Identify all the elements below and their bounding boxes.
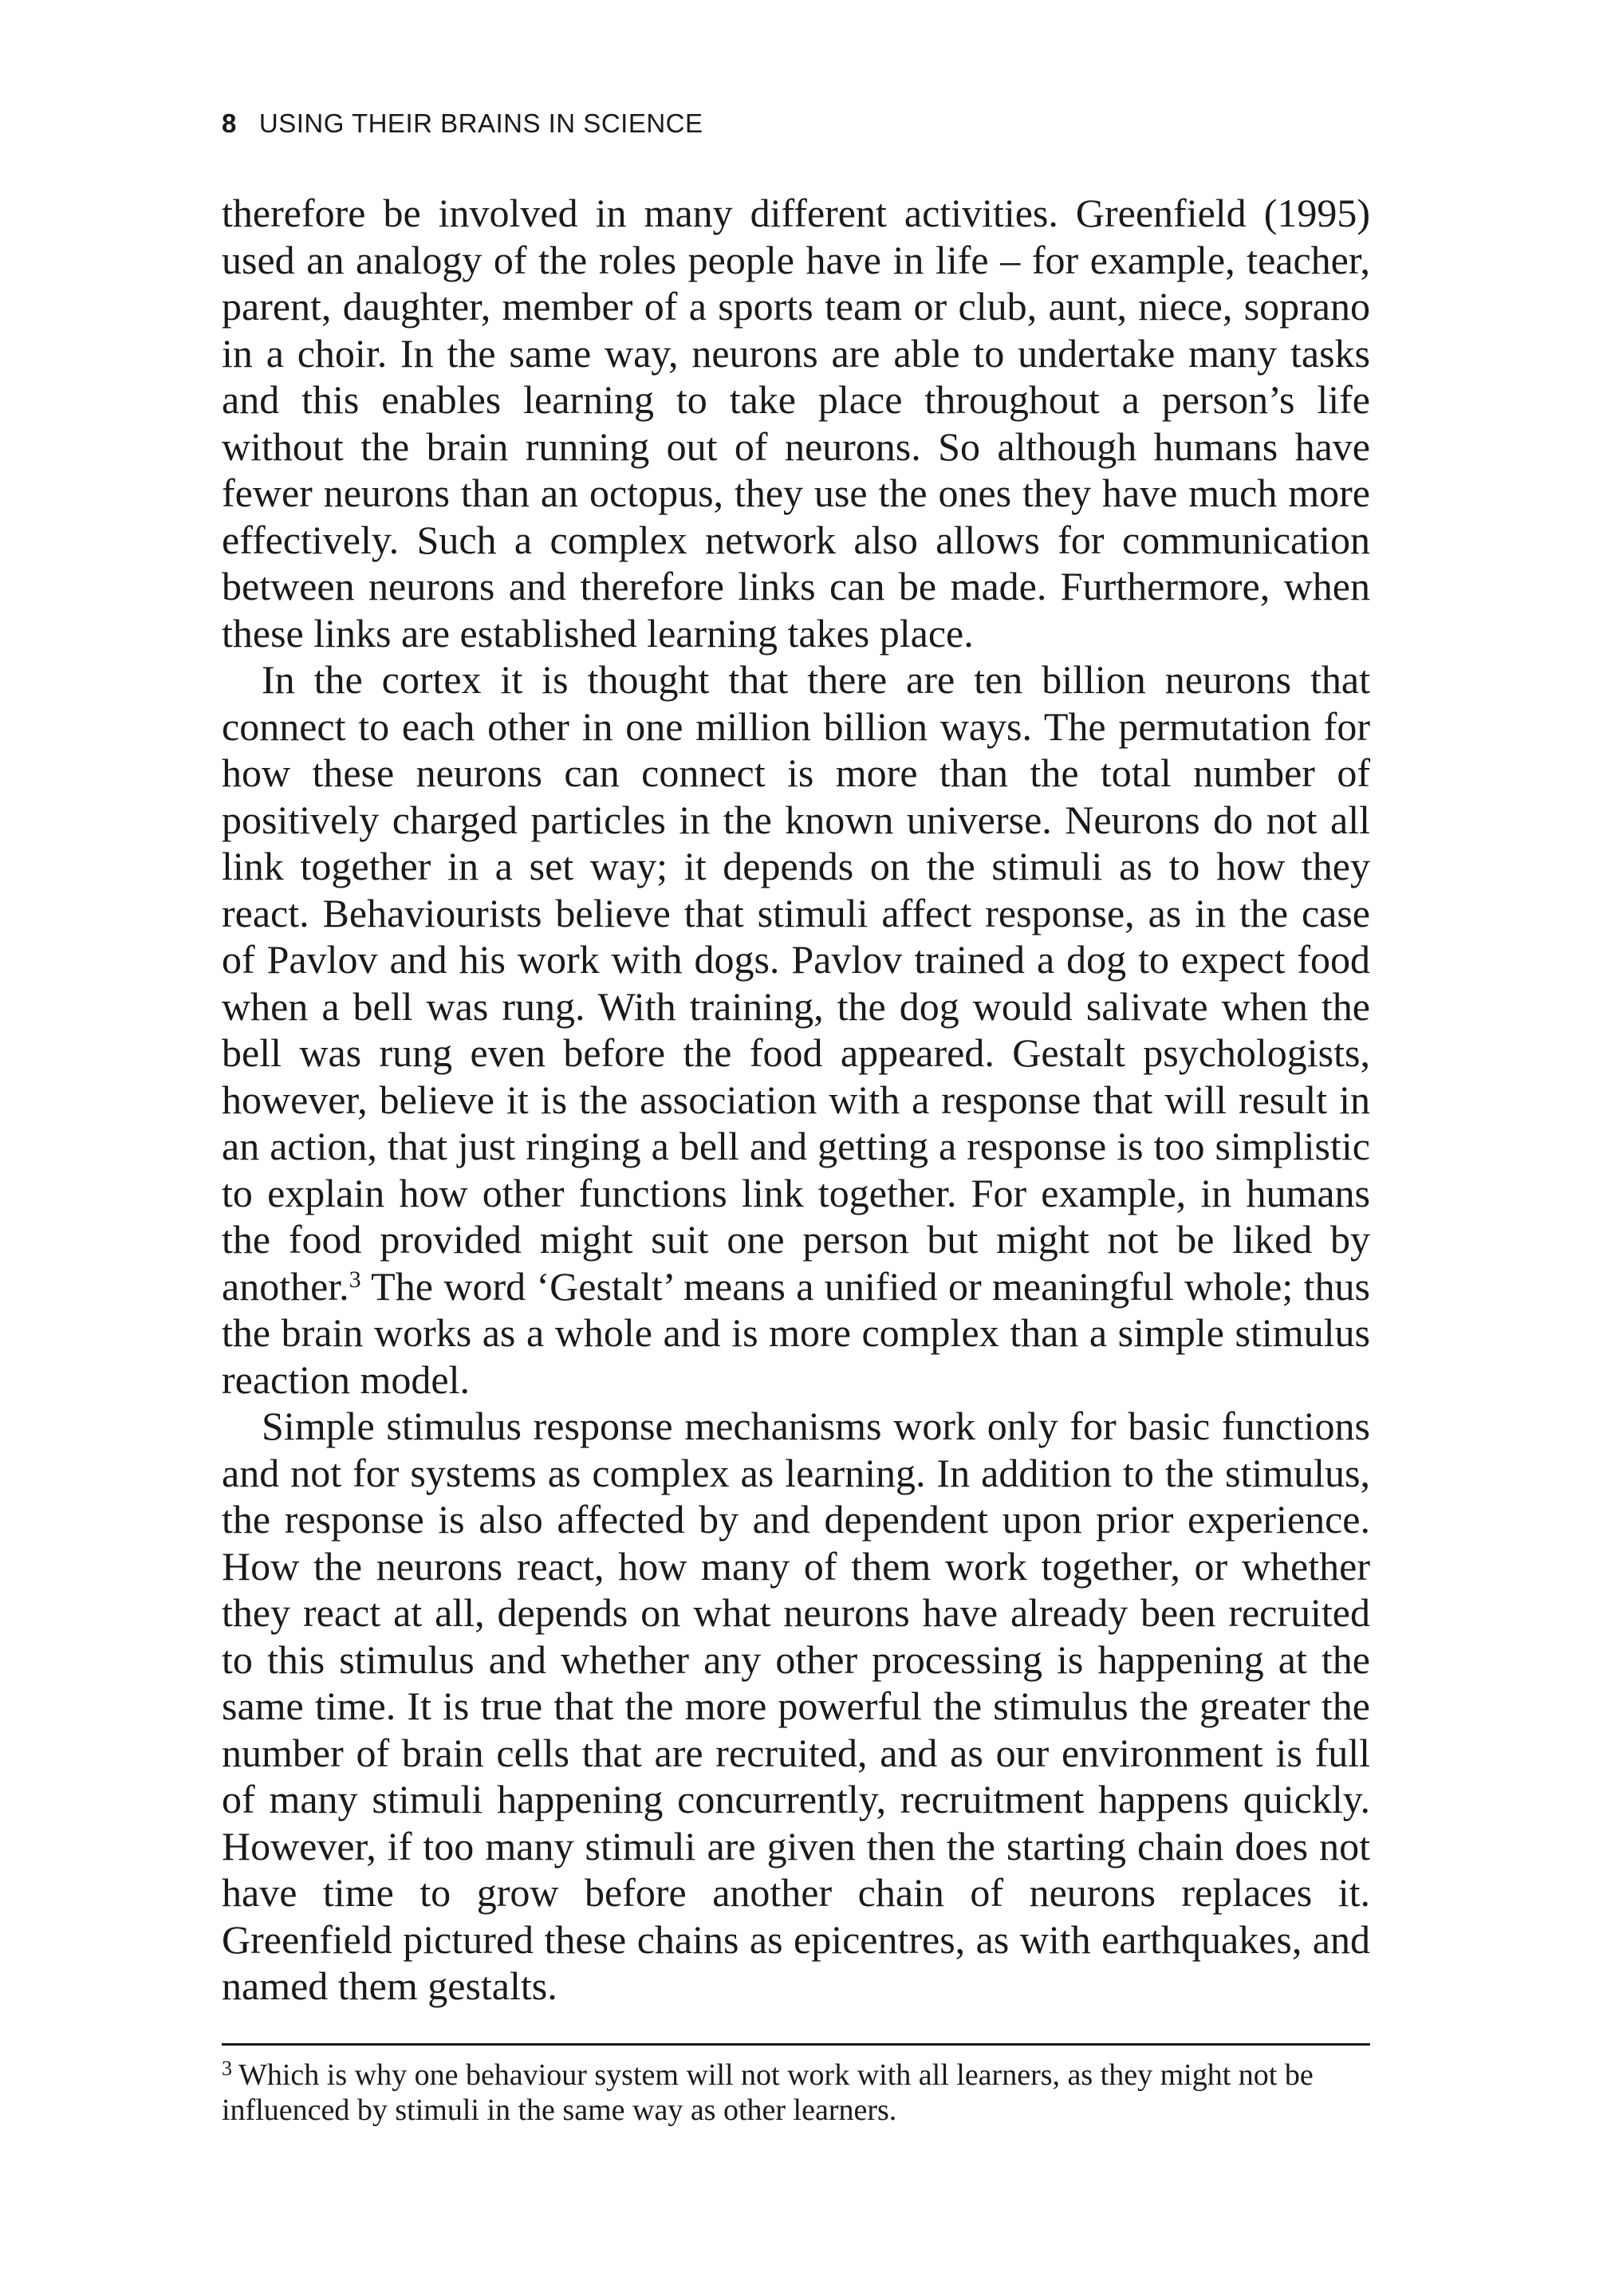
running-title: USING THEIR BRAINS IN SCIENCE	[258, 108, 703, 138]
paragraph: therefore be involved in many different activities. Greenfield (1995) used an analogy of the roles people have in life – for example, teacher, parent, daughter, member of a sports team or club, aunt, niece, soprano in a choir. In the same way, neurons are able to undertake many tasks and this enables learning to take place throughout a person’s life without the brain running out of neurons. So although humans have fewer neurons than an octopus, they use the ones they have much more effectively. Such a complex network also allows for communication between neurons and therefore links can be made. Furthermore, when these links are established learning takes place.	[222, 191, 1370, 656]
body-text	[222, 190, 1370, 2010]
footnote	[222, 2058, 1370, 2128]
footnote-reference[interactable]: 3	[349, 1266, 361, 1293]
footnote-divider	[222, 2043, 1370, 2046]
page-number: 8	[222, 108, 237, 138]
paragraph: Simple stimulus response mechanisms work only for basic functions and not for systems as complex as learning. In addition to the stimulus, the response is also affected by and dependent upon prior experience. How the neurons react, how many of them work together, or whether they react at all, depends on what neurons have already been recruited to this stimulus and whether any other processing is happening at the same time. It is true that the more powerful the stimulus the greater the number of brain cells that are recruited, and as our environment is full of many stimuli happening concurrently, recruitment happens quickly. However, if too many stimuli are given then the starting chain does not have time to grow before another chain of neurons replaces it. Greenfield pictured these chains as epicentres, as with earthquakes, and named them gestalts.	[222, 1404, 1370, 2008]
footnote-number: 3	[222, 2057, 232, 2080]
footnote-text: Which is why one behaviour system will not work with all learners, as they might not be influenced by stimuli in the same way as other learners.	[222, 2058, 1314, 2127]
book-page	[222, 0, 1370, 2296]
running-header	[222, 108, 703, 139]
paragraph-text-continued: The word ‘Gestalt’ means a unified or meaningful whole; thus the brain works as a whole and is more complex than a simple stimulus reaction model.	[222, 1263, 1370, 1402]
paragraph-text: In the cortex it is thought that there are ten billion neurons that connect to each other in one million billion ways. The permutation for how these neurons can connect is more than the total number of positively charged particles in the known universe. Neurons do not all link together in a set way; it depends on the stimuli as to how they react. Behaviourists believe that stimuli affect response, as in the case of Pavlov and his work with dogs. Pavlov trained a dog to expect food when a bell was rung. With training, the dog would salivate when the bell was rung even before the food appeared. Gestalt psychologists, however, believe it is the association with a response that will result in an action, that just ringing a bell and getting a response is too simplistic to explain how other functions link together. For example, in humans the food provided might suit one person but might not be liked by another.	[222, 657, 1370, 1309]
paragraph	[222, 656, 1370, 1403]
